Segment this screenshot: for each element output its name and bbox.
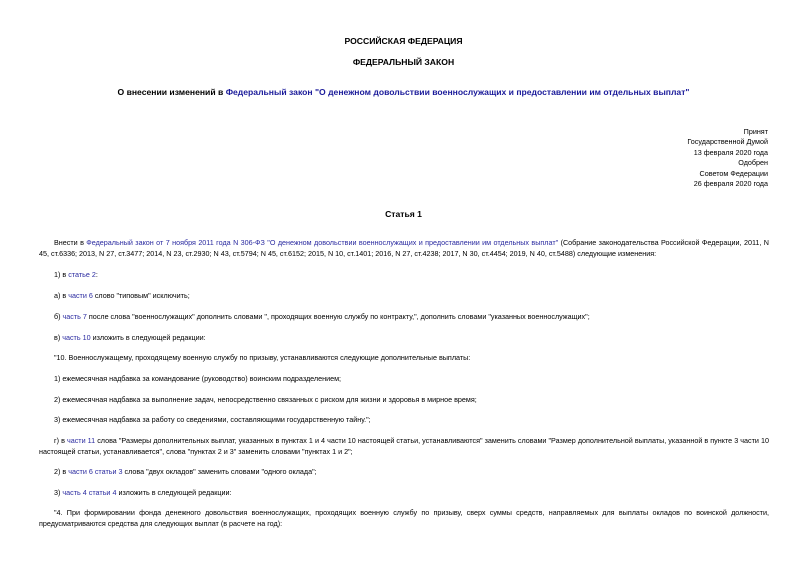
item-3 [39, 487, 769, 498]
item-text: б) [54, 312, 63, 321]
item-text: а) в [54, 291, 69, 300]
item-v [39, 332, 769, 343]
item-text: слова "двух окладов" заменить словами "одного оклада"; [122, 467, 317, 476]
quote-10-item-1: 1) ежемесячная надбавка за командование (руководство) воинским подразделением; [54, 374, 342, 383]
item-1-link[interactable]: статье 2 [68, 270, 96, 279]
adoption-line: 13 февраля 2020 года [693, 147, 768, 157]
item-text: изложить в следующей редакции: [116, 488, 232, 497]
item-text: 1) в [54, 270, 69, 279]
item-text: после слова "военнослужащих" дополнить словами ", проходящих военную службу по контракту,", дополнить словами "указанных военнослужащих"; [86, 312, 590, 321]
adoption-line: 26 февраля 2020 года [693, 179, 768, 189]
item-text: слово "типовым" исключить; [92, 291, 190, 300]
intro-link[interactable]: Федеральный закон от 7 ноября 2011 года N 306-ФЗ "О денежном довольствии военнослужащих и предоставлении им отдельных выплат" [86, 238, 559, 247]
item-text: 3) [54, 488, 63, 497]
quote-10-item-3: 3) ежемесячная надбавка за работу со сведениями, составляющими государственную тайну."; [54, 415, 371, 424]
item-a [39, 290, 769, 301]
quote-10-item-2: 2) ежемесячная надбавка за выполнение задач, непосредственно связанных с риском для жизни и здоровья в мирное время; [54, 395, 477, 404]
item-text: изложить в следующей редакции: [90, 333, 206, 342]
adoption-line: Принят [743, 127, 768, 136]
item-text: в) [54, 333, 63, 342]
item-text: слова "Размеры дополнительных выплат, указанных в пунктах 1 и 4 части 10 настоящей статьи, устанавливаются" заменить словами "Размер дополнительной выплаты, указанной в пункте 3 части 10 настоящей статьи, устанавливается", слова "пунктах 2 и 3" заменить словами "пунктах 1 и 2"; [39, 436, 769, 456]
law-title-link[interactable]: Федеральный закон "О денежном довольствии военнослужащих и предоставлении им отдельных выплат" [225, 87, 690, 97]
intro-text: Внести в [54, 238, 87, 247]
item-text: : [95, 270, 98, 279]
intro-paragraph [39, 237, 769, 259]
adoption-block [687, 127, 768, 189]
federation-heading: РОССИЙСКАЯ ФЕДЕРАЦИЯ [344, 36, 463, 46]
item-v-link[interactable]: часть 10 [62, 333, 91, 342]
item-2-link[interactable]: части 6 статьи 3 [68, 467, 123, 476]
law-type-heading: ФЕДЕРАЛЬНЫЙ ЗАКОН [352, 57, 455, 67]
item-2 [39, 466, 769, 477]
article-heading: Статья 1 [385, 209, 422, 219]
adoption-line: Одобрен [738, 158, 768, 168]
law-title-prefix: О внесении изменений в [117, 87, 226, 97]
law-title [0, 87, 807, 97]
quote-4: "4. При формировании фонда денежного довольствия военнослужащих, проходящих военную службу по призыву, сверх суммы средств, направляемых для выплаты окладов по воинской должности, предусматриваются средства для следующих выплат (в расчете на год): [39, 508, 769, 528]
quote-10: "10. Военнослужащему, проходящему военную службу по призыву, устанавливаются следующие дополнительные выплаты: [54, 353, 471, 362]
adoption-line: Государственной Думой [687, 137, 768, 147]
item-1 [39, 269, 769, 280]
item-b-link[interactable]: часть 7 [62, 312, 87, 321]
item-text: г) в [54, 436, 67, 445]
item-a-link[interactable]: части 6 [68, 291, 93, 300]
intro-text-rest: (Собрание законодательства Российской Федерации, 2011, N 45, ст.6336; 2013, N 27, ст.3477; 2014, N 23, ст.2930; N 43, ст.5794; N 45, ст.6152; 2015, N 10, ст.1401; 2016, N 27, ст.4238; 2017, N 30, ст.4454; 2019, N 40, ст.5488) следующие изменения: [39, 238, 769, 258]
item-g [39, 435, 769, 457]
item-g-link[interactable]: части 11 [66, 436, 96, 445]
item-3-link[interactable]: часть 4 статьи 4 [62, 488, 117, 497]
item-text: 2) в [54, 467, 69, 476]
item-b [39, 311, 769, 322]
adoption-line: Советом Федерации [699, 168, 768, 178]
